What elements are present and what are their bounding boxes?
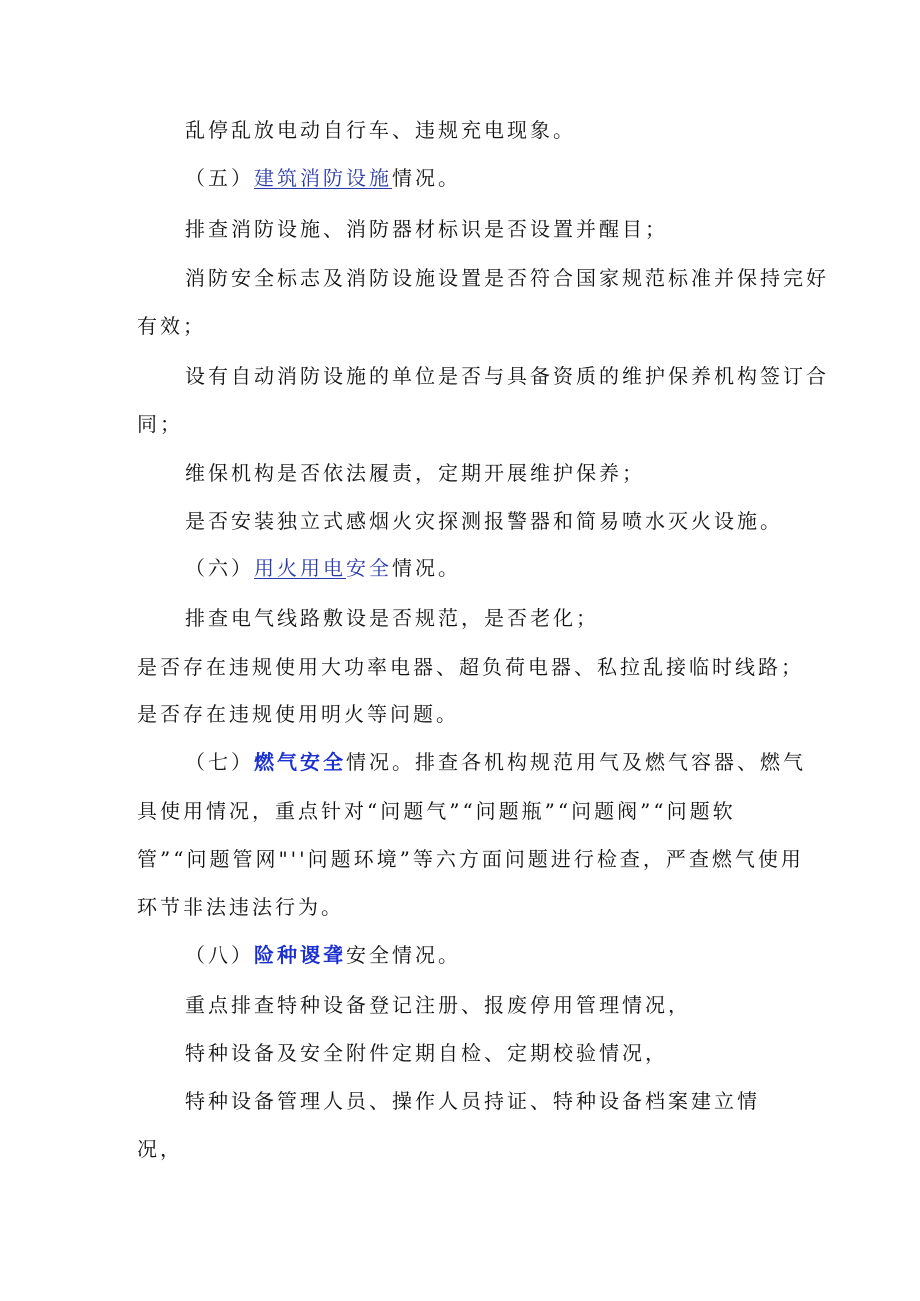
paragraph-line: 特种设备及安全附件定期自检、定期校验情况， [185,1041,668,1065]
section-heading-7 [185,748,806,776]
section-heading-6 [185,554,461,582]
paragraph-line: 具使用情况，重点针对“问题气”“问题瓶”“问题阀”“问题软 [137,799,736,823]
section-title-link[interactable]: 用火用电 [254,556,346,580]
section-title-extra: 安全 [346,556,392,580]
paragraph-line: 是否安装独立式感烟火灾探测报警器和简易喷水灭火设施。 [185,509,783,533]
section-number: （七） [185,750,254,774]
paragraph-line: 管”“问题管网"''问题环境”等六方面问题进行检查，严查燃气使用 [137,847,804,871]
paragraph-line: 特种设备管理人员、操作人员持证、特种设备档案建立情 [185,1089,760,1113]
paragraph-line: 消防安全标志及消防设施设置是否符合国家规范标准并保持完好 [185,266,829,290]
section-heading-8 [185,941,461,969]
paragraph-line: 排查电气线路敷设是否规范，是否老化； [185,606,599,630]
paragraph-line: 同； [137,412,183,436]
paragraph-line: 有效； [137,314,206,338]
section-number: （八） [185,943,254,967]
section-title: 燃气安全 [254,750,346,774]
section-title-link[interactable]: 建筑消防设施 [254,166,392,190]
section-suffix: 安全情况。 [346,943,461,967]
paragraph-line: 是否存在违规使用明火等问题。 [137,702,459,726]
section-suffix: 情况。 [392,166,461,190]
paragraph-line: 设有自动消防设施的单位是否与具备资质的维护保养机构签订合 [185,364,829,388]
section-number: （六） [185,556,254,580]
section-heading-5 [185,164,461,192]
paragraph-line: 乱停乱放电动自行车、违规充电现象。 [185,118,576,142]
section-suffix: 情况。排查各机构规范用气及燃气容器、燃气 [346,750,806,774]
paragraph-line: 维保机构是否依法履责，定期开展维护保养； [185,461,645,485]
paragraph-line: 排查消防设施、消防器材标识是否设置并醒目； [185,217,668,241]
section-title: 险种谡聋 [254,943,346,967]
paragraph-line: 是否存在违规使用大功率电器、超负荷电器、私拉乱接临时线路； [137,655,804,679]
section-number: （五） [185,166,254,190]
paragraph-line: 况， [137,1137,183,1161]
paragraph-line: 环节非法违法行为。 [137,895,344,919]
section-suffix: 情况。 [392,556,461,580]
paragraph-line: 重点排查特种设备登记注册、报废停用管理情况， [185,993,691,1017]
